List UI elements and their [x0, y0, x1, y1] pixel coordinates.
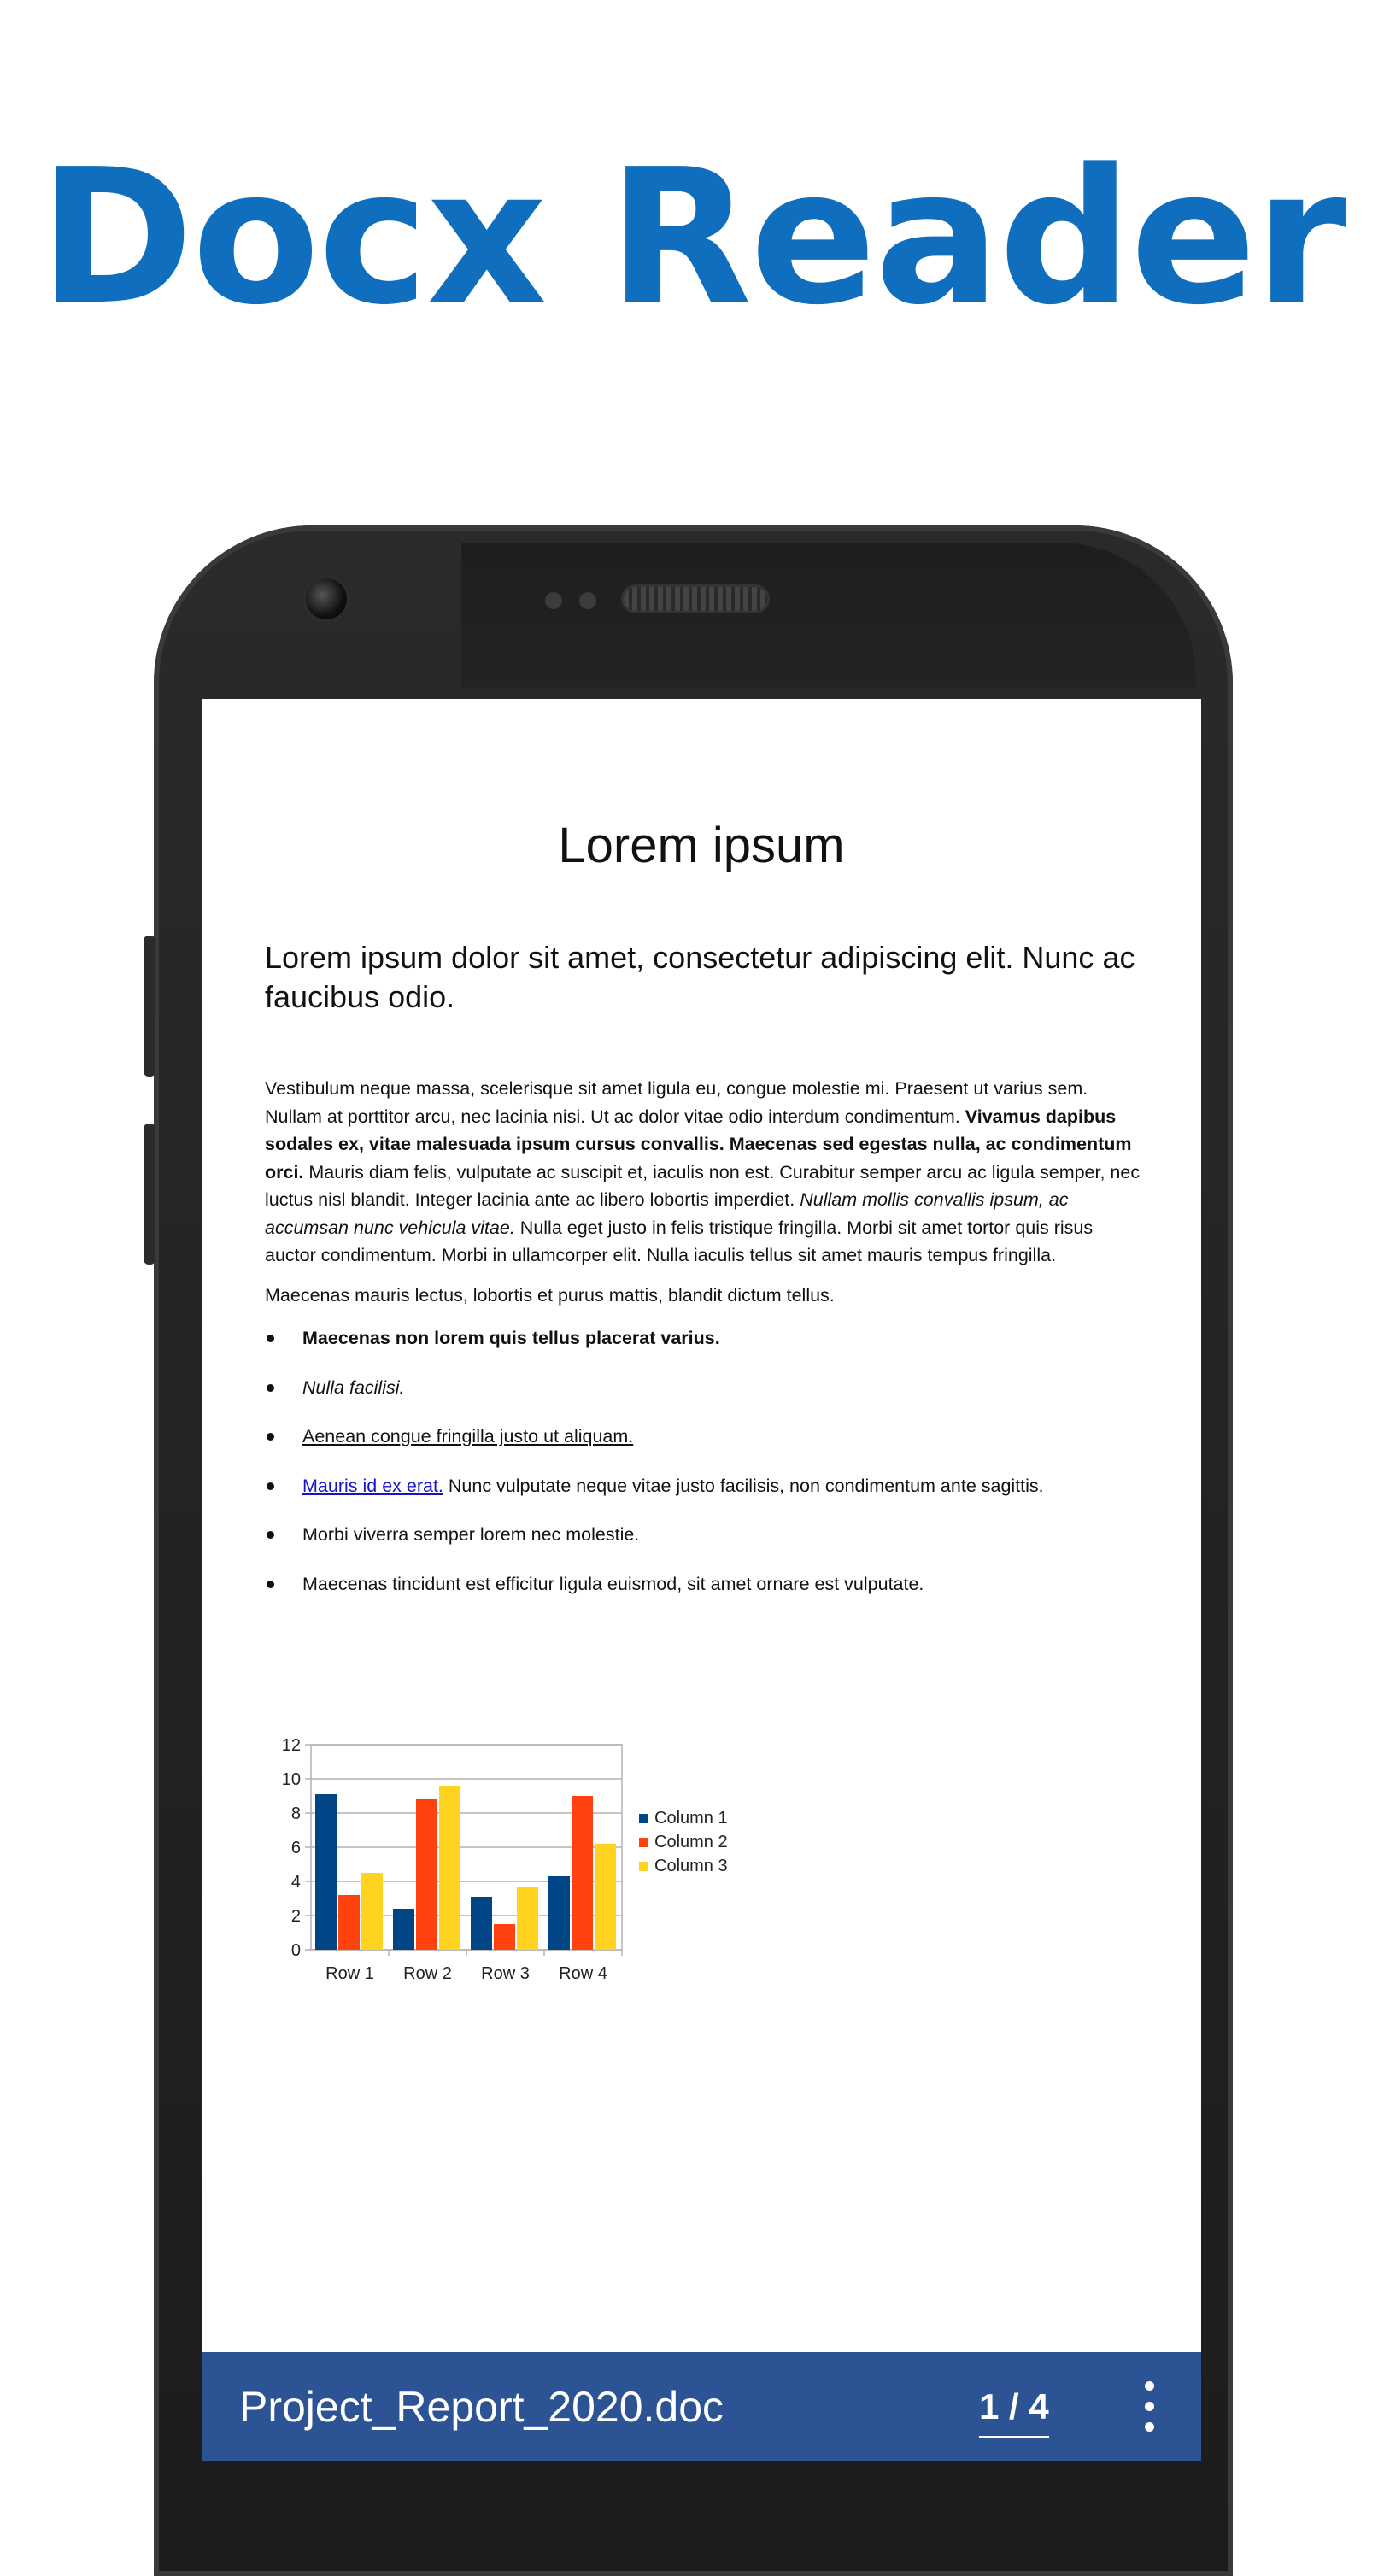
document-viewer[interactable] — [202, 699, 1201, 2461]
legend-swatch — [639, 1862, 648, 1871]
list-item: Aenean congue fringilla justo ut aliquam. — [265, 1423, 1153, 1472]
bar-column-1 — [393, 1909, 414, 1950]
x-tick-label: Row 1 — [325, 1964, 374, 1983]
bar-column-2 — [416, 1799, 437, 1950]
chart-canvas — [244, 1733, 1013, 2023]
y-tick-label: 8 — [290, 1804, 301, 1823]
bar-column-3 — [595, 1844, 616, 1950]
document-title: Lorem ipsum — [558, 818, 845, 873]
bar-column-3 — [439, 1786, 460, 1950]
list-item: Morbi viverra semper lorem nec molestie. — [265, 1521, 1153, 1570]
legend-swatch — [639, 1814, 648, 1823]
volume-up-button — [144, 936, 155, 1077]
bullet-icon — [267, 1433, 274, 1441]
list-item: Maecenas non lorem quis tellus placerat varius. — [265, 1324, 1153, 1374]
legend-label: Column 2 — [654, 1833, 728, 1851]
bar-column-3 — [361, 1873, 383, 1950]
y-tick-label: 6 — [290, 1839, 301, 1857]
front-camera-icon — [306, 578, 347, 619]
bullet-icon — [267, 1482, 274, 1490]
volume-down-button — [144, 1124, 155, 1265]
y-tick-label: 12 — [281, 1736, 301, 1755]
document-subtitle: Lorem ipsum dolor sit amet, consectetur adipiscing elit. Nunc ac faucibus odio. — [265, 940, 1135, 1014]
file-name: Project_Report_2020.doc — [239, 2383, 724, 2431]
list-item: Nulla facilisi. — [265, 1374, 1153, 1423]
y-tick-label: 0 — [290, 1941, 301, 1960]
app-title: Docx Reader — [38, 130, 1346, 346]
bar-column-1 — [471, 1897, 492, 1950]
bullet-icon — [267, 1581, 274, 1588]
y-tick-label: 2 — [290, 1907, 301, 1926]
bar-column-2 — [572, 1796, 593, 1950]
bullet-list — [265, 1324, 1153, 1619]
legend-swatch — [639, 1838, 648, 1847]
sensor-icon — [545, 592, 562, 609]
bullet-icon — [267, 1531, 274, 1539]
hyperlink[interactable]: Mauris id ex erat. — [302, 1475, 443, 1496]
body-paragraph-2: Maecenas mauris lectus, lobortis et purus mattis, blandit dictum tellus. — [265, 1285, 835, 1306]
legend-label: Column 3 — [654, 1857, 728, 1875]
bar-column-1 — [315, 1794, 337, 1950]
list-item: Mauris id ex erat. Nunc vulputate neque vitae justo facilisis, non condimentum ante sagittis. — [265, 1472, 1153, 1522]
bar-column-1 — [548, 1876, 570, 1950]
bottom-toolbar — [202, 2352, 1201, 2461]
y-tick-label: 10 — [281, 1770, 301, 1789]
bar-column-2 — [494, 1924, 515, 1950]
list-item: Maecenas tincidunt est efficitur ligula euismod, sit amet ornare est vulputate. — [265, 1570, 1153, 1620]
x-tick-label: Row 4 — [559, 1964, 607, 1983]
bullet-icon — [267, 1335, 274, 1342]
body-paragraph: Vestibulum neque massa, scelerisque sit amet ligula eu, congue molestie mi. Praesent ut varius sem. Nullam at porttitor arcu, nec lacinia nisi. Ut ac dolor vitae odio interdum condimentum. Vivamus dapibus sodales ex, vitae malesuada ipsum cursus convallis. Maecenas sed egestas nulla, ac condimentum orci. Mauris diam felis, vulputate ac suscipit et, iaculis non est. Curabitur semper arcu ac ligula semper, nec luctus nisl blandit. Integer lacinia ante ac libero lobortis imperdiet. Nullam mollis convallis ipsum, ac accumsan nunc vehicula vitae. Nulla eget justo in felis tristique fringilla. Morbi sit amet tortor quis risus auctor condimentum. Morbi in ullamcorper elit. Nulla iaculis tellus sit amet mauris tempus fringilla. — [265, 1078, 1141, 1265]
legend-label: Column 1 — [654, 1809, 728, 1828]
more-vertical-icon[interactable] — [1140, 2381, 1158, 2434]
bar-column-3 — [517, 1887, 538, 1950]
page-indicator[interactable]: 1 / 4 — [979, 2381, 1049, 2438]
x-tick-label: Row 3 — [481, 1964, 530, 1983]
x-tick-label: Row 2 — [403, 1964, 452, 1983]
bar-chart — [244, 1733, 1013, 2023]
sensor-icon — [579, 592, 596, 609]
earpiece-speaker — [624, 587, 767, 611]
y-tick-label: 4 — [290, 1873, 301, 1892]
bar-column-2 — [338, 1895, 360, 1950]
bullet-icon — [267, 1384, 274, 1392]
